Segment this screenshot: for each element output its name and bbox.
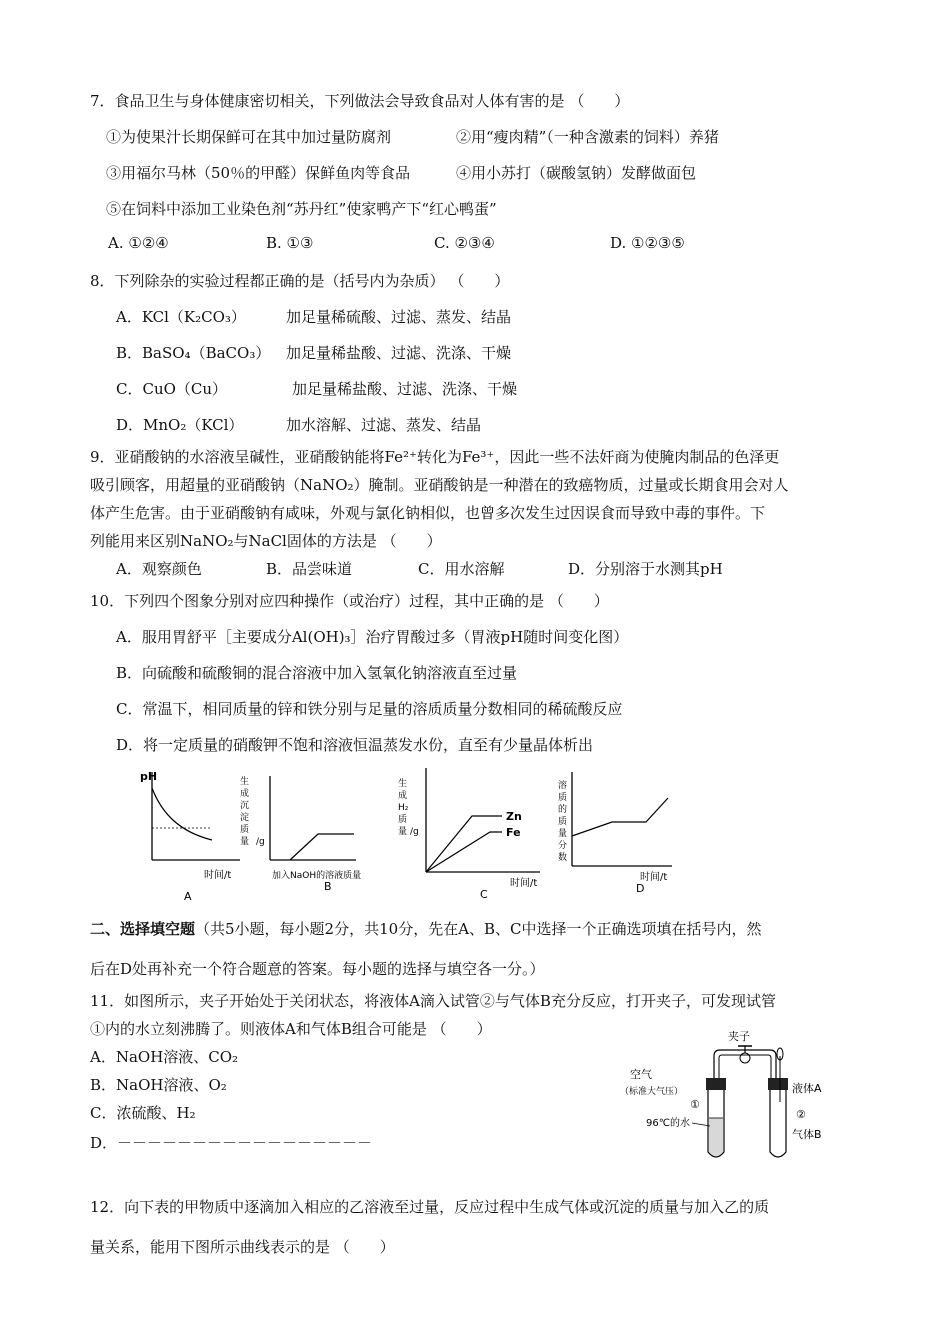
svg-text:质: 质	[558, 793, 568, 803]
water-label: 96℃的水	[646, 1118, 690, 1129]
q11-option-c: C．浓硫酸、H₂	[90, 1104, 196, 1122]
air-note: （标准大气压）	[620, 1087, 684, 1097]
section2-instructions: （共5小题，每小题2分，共10分，先在A、B、C中选择一个正确选项填在括号内，然	[195, 920, 762, 938]
graph-b-line	[290, 834, 354, 860]
q9-line-3: 体产生危害。由于亚硝酸钠有咸味，外观与氯化钠相似，也曾多次发生过因误食而导致中毒的事件。下	[90, 504, 766, 522]
graph-b-ylabel-1: 生	[240, 777, 250, 787]
section2-title: 二、选择填空题	[90, 920, 196, 938]
q8-stem: 8．下列除杂的实验过程都正确的是（括号内为杂质） （ ）	[90, 272, 510, 290]
q12-line-2: 量关系，能用下图所示曲线表示的是 （ ）	[90, 1238, 395, 1256]
q8-option-b-label: B．BaSO₄（BaCO₃）	[116, 344, 271, 362]
svg-text:成: 成	[240, 789, 250, 799]
liquid-a-label: 液体A	[792, 1082, 822, 1095]
svg-text:质: 质	[240, 825, 250, 835]
q7-option-b: B. ①③	[266, 234, 314, 252]
q11-option-d: D．－－－－－－－－－－－－－－－－－	[90, 1134, 373, 1152]
q7-item3: ③用福尔马林（50％的甲醛）保鲜鱼肉等食品	[106, 164, 411, 182]
graph-c-fe-label: Fe	[506, 826, 521, 839]
graph-c-fe-line	[426, 832, 502, 872]
graph-d-caption: D	[636, 882, 645, 895]
clip-label: 夹子	[728, 1030, 750, 1043]
q10-option-b: B．向硫酸和硫酸铜的混合溶液中加入氢氧化钠溶液直至过量	[116, 664, 518, 682]
q11-line-2: ①内的水立刻沸腾了。则液体A和气体B组合可能是 （ ）	[90, 1020, 492, 1038]
svg-text:质: 质	[398, 815, 408, 825]
q11-option-b: B．NaOH溶液、O₂	[90, 1076, 227, 1094]
svg-text:H₂: H₂	[398, 803, 409, 813]
q11-option-a: A．NaOH溶液、CO₂	[90, 1048, 239, 1066]
svg-text:量: 量	[398, 827, 408, 837]
q7-item4: ④用小苏打（碳酸氢钠）发酵做面包	[456, 164, 697, 182]
q10-option-d: D．将一定质量的硝酸钾不饱和溶液恒温蒸发水份，直至有少量晶体析出	[116, 736, 594, 754]
q7-item1: ①为使果汁长期保鲜可在其中加过量防腐剂	[106, 128, 392, 146]
air-label: 空气	[630, 1068, 652, 1081]
q7-item2: ②用“瘦肉精”（一种含激素的饲料）养猪	[456, 128, 719, 146]
graph-d-line	[572, 798, 668, 836]
graph-b-caption: B	[324, 880, 332, 893]
q12-line-1: 12．向下表的甲物质中逐滴加入相应的乙溶液至过量，反应过程中生成气体或沉淀的质量与加入乙的质	[90, 1198, 770, 1216]
svg-text:沉: 沉	[240, 801, 250, 811]
q8-option-a-label: A．KCl（K₂CO₃）	[116, 308, 246, 326]
q8-option-a-method: 加足量稀硫酸、过滤、蒸发、结晶	[286, 308, 512, 326]
gas-b-label: 气体B	[792, 1128, 822, 1141]
svg-text:的: 的	[558, 805, 568, 815]
tube-2-label: ②	[796, 1108, 806, 1121]
graph-b-xlabel: 加入NaOH的溶液质量	[272, 871, 362, 881]
graph-c-zn-label: Zn	[506, 810, 522, 823]
q7-item5: ⑤在饲料中添加工业染色剂“苏丹红”使家鸭产下“红心鸭蛋”	[106, 200, 497, 218]
q10-option-a: A．服用胃舒平［主要成分Al(OH)₃］治疗胃酸过多（胃液pH随时间变化图）	[116, 628, 629, 646]
q8-option-d-method: 加水溶解、过滤、蒸发、结晶	[286, 416, 482, 434]
tube-1-label: ①	[690, 1098, 700, 1111]
q8-option-b-method: 加足量稀盐酸、过滤、洗涤、干燥	[286, 344, 512, 362]
graph-b	[240, 775, 361, 893]
q9-option-d: D．分别溶于水测其pH	[568, 560, 723, 578]
q9-option-c: C．用水溶解	[418, 560, 505, 578]
graph-c-zn-line	[426, 816, 502, 872]
svg-text:分: 分	[558, 841, 568, 851]
q9-line-2: 吸引顾客，用超量的亚硝酸钠（NaNO₂）腌制。亚硝酸钠是一种潜在的致癌物质，过量或长期食用会对人	[90, 476, 789, 494]
q7-option-d: D. ①②③⑤	[610, 234, 685, 252]
svg-text:量: 量	[558, 829, 568, 839]
svg-text:成: 成	[398, 791, 408, 801]
water-fill	[709, 1118, 723, 1156]
q9-option-a: A．观察颜色	[116, 560, 202, 578]
graph-c-xlabel: 时间/t	[510, 878, 538, 889]
q10-stem: 10．下列四个图象分别对应四种操作（或治疗）过程，其中正确的是 （ ）	[90, 592, 609, 610]
graph-d-xlabel: 时间/t	[640, 872, 668, 883]
graph-c	[398, 768, 540, 901]
svg-text:量: 量	[240, 837, 250, 847]
svg-text:/g: /g	[256, 837, 265, 847]
svg-text:溶: 溶	[558, 781, 568, 791]
graph-a-curve	[152, 788, 212, 840]
graph-a-ylabel: pH	[140, 770, 158, 783]
svg-text:质: 质	[558, 817, 568, 827]
svg-text:/g: /g	[410, 827, 419, 837]
q9-line-1: 9．亚硝酸钠的水溶液呈碱性，亚硝酸钠能将Fe²⁺转化为Fe³⁺，因此一些不法奸商为使腌肉制品的色泽更	[90, 448, 780, 466]
q8-option-d-label: D．MnO₂（KCl）	[116, 416, 244, 434]
q10-option-c: C．常温下，相同质量的锌和铁分别与足量的溶质质量分数相同的稀硫酸反应	[116, 700, 623, 718]
graph-a-xlabel: 时间/t	[204, 870, 232, 881]
q9-option-b: B．品尝味道	[266, 560, 353, 578]
graph-a	[140, 770, 240, 902]
test-tube-1	[706, 1078, 726, 1157]
q7-option-c: C. ②③④	[434, 234, 495, 252]
section2-line-2: 后在D处再补充一个符合题意的答案。每小题的选择与填空各一分。）	[90, 960, 545, 978]
svg-text:生: 生	[398, 779, 408, 789]
section2-line-1	[90, 918, 762, 939]
q8-option-c-label: C．CuO（Cu）	[116, 380, 228, 398]
q7-stem: 7．食品卫生与身体健康密切相关，下列做法会导致食品对人体有害的是 （ ）	[90, 92, 630, 110]
q11-apparatus-figure	[620, 1026, 850, 1166]
svg-text:数: 数	[558, 853, 568, 863]
q8-option-c-method: 加足量稀盐酸、过滤、洗涤、干燥	[292, 380, 518, 398]
graph-c-caption: C	[480, 888, 488, 901]
q10-graphs	[140, 762, 710, 902]
q11-line-1: 11．如图所示，夹子开始处于关闭状态，将液体A滴入试管②与气体B充分反应，打开夹子，可发现试管	[90, 992, 776, 1010]
graph-a-caption: A	[184, 890, 192, 902]
graph-d	[558, 772, 672, 895]
svg-text:淀: 淀	[240, 813, 250, 823]
q7-option-a: A. ①②④	[108, 234, 169, 252]
q9-line-4: 列能用来区别NaNO₂与NaCl固体的方法是 （ ）	[90, 532, 442, 550]
